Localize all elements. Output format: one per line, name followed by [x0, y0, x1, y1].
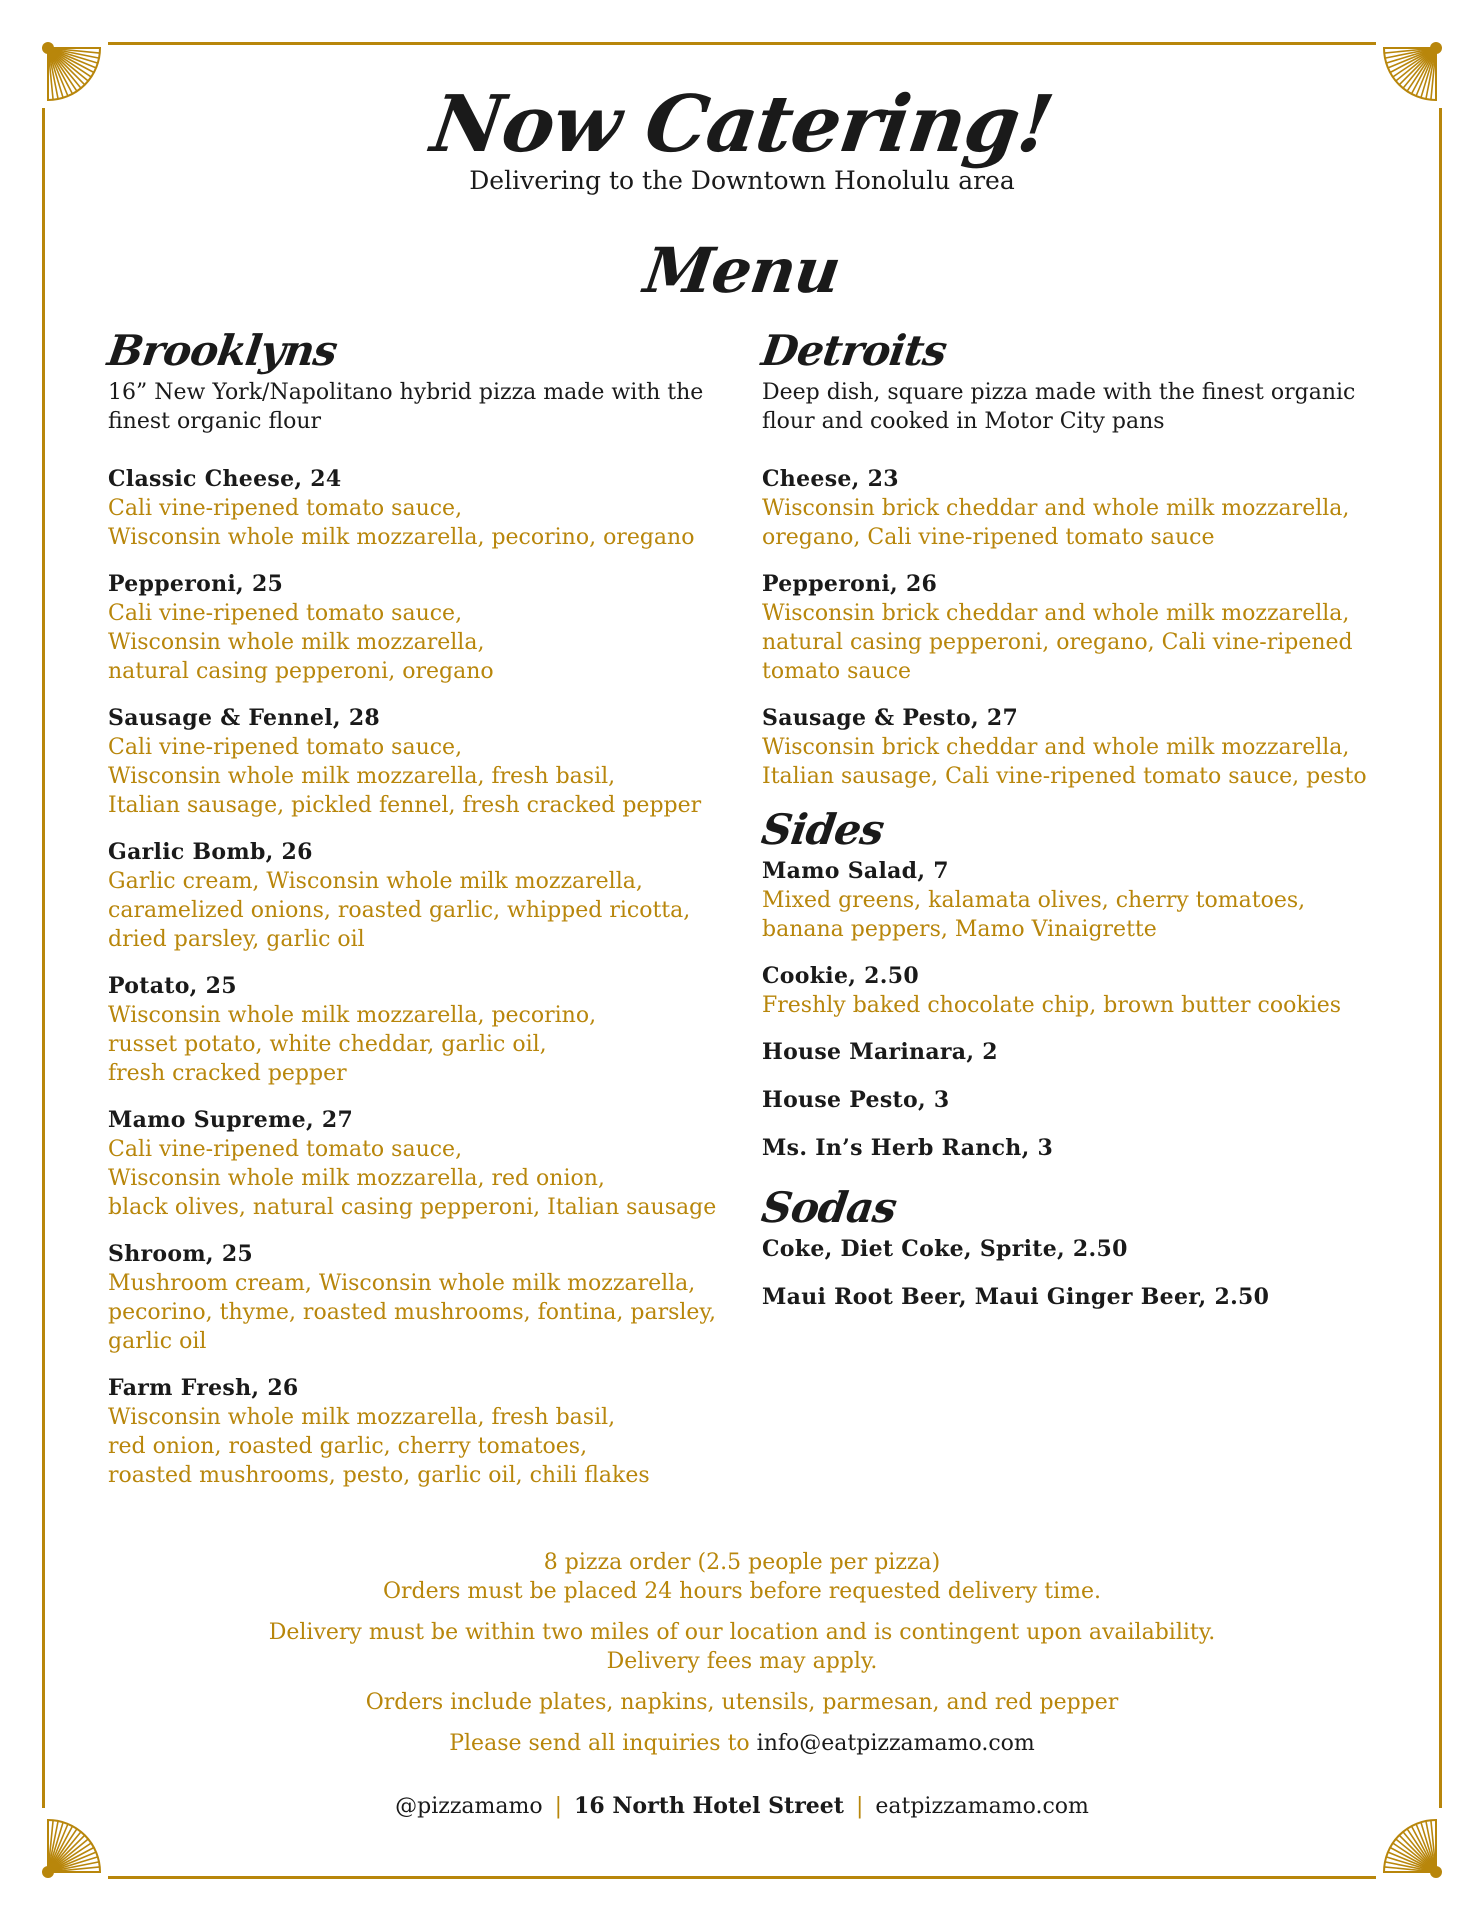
- menu-item: [108, 838, 748, 954]
- menu-item-description: natural casing pepperoni, oregano, Cali vine-ripened: [762, 630, 1353, 655]
- menu-item-description: Cali vine-ripened tomato sauce,: [108, 496, 463, 521]
- sides-item-list: [762, 857, 1382, 1163]
- menu-item-description: black olives, natural casing pepperoni, Italian sausage: [108, 1195, 717, 1220]
- separator: |: [554, 1794, 563, 1819]
- note-line: Delivery must be within two miles of our location and is contingent upon availability.: [268, 1620, 1216, 1645]
- email-link[interactable]: info@eatpizzamamo.com: [756, 1731, 1035, 1756]
- menu-item-description: russet potato, white cheddar, garlic oil,: [108, 1032, 547, 1057]
- section-title-sodas: Sodas: [758, 1183, 900, 1232]
- menu-item-description: Garlic cream, Wisconsin whole milk mozzarella,: [108, 869, 643, 894]
- social-handle[interactable]: @pizzamamo: [395, 1794, 543, 1819]
- description-line: Deep dish, square pizza made with the finest organic: [762, 380, 1356, 405]
- section-title-brooklyns: Brooklyns: [104, 326, 340, 375]
- menu-item-description: Wisconsin whole milk mozzarella, pecorino,: [108, 1003, 597, 1028]
- border-bottom: [108, 1876, 1376, 1879]
- menu-item-description: Mushroom cream, Wisconsin whole milk mozzarella,: [108, 1271, 696, 1296]
- menu-item: [108, 1374, 748, 1490]
- menu-item: [762, 857, 1382, 944]
- menu-item-name: Cheese, 23: [762, 466, 899, 492]
- menu-item-description: garlic oil: [108, 1329, 207, 1354]
- menu-item-name: Garlic Bomb, 26: [108, 839, 313, 865]
- menu-item: [762, 1235, 1382, 1264]
- sodas-item-list: [762, 1235, 1382, 1312]
- description-line: flour and cooked in Motor City pans: [762, 409, 1165, 434]
- menu-title: Menu: [639, 234, 845, 307]
- detroits-item-list: [762, 465, 1382, 791]
- menu-item-name: Mamo Supreme, 27: [108, 1107, 354, 1133]
- menu-item-description: Cali vine-ripened tomato sauce,: [108, 1137, 463, 1162]
- menu-item-name: Cookie, 2.50: [762, 963, 919, 989]
- menu-item-name: House Pesto, 3: [762, 1087, 950, 1113]
- menu-item: [108, 1106, 748, 1222]
- menu-item-description: Wisconsin whole milk mozzarella, red onion,: [108, 1166, 605, 1191]
- menu-item-description: oregano, Cali vine-ripened tomato sauce: [762, 525, 1215, 550]
- menu-item-description: Wisconsin brick cheddar and whole milk mozzarella,: [762, 735, 1350, 760]
- menu-item-name: Mamo Salad, 7: [762, 858, 949, 884]
- order-note: [0, 1618, 1484, 1676]
- note-line: Orders must be placed 24 hours before requested delivery time.: [382, 1579, 1102, 1604]
- menu-item-name: Coke, Diet Coke, Sprite, 2.50: [762, 1236, 1128, 1262]
- menu-item-description: natural casing pepperoni, oregano: [108, 659, 494, 684]
- brooklyns-column: [104, 326, 748, 1508]
- menu-item-description: roasted mushrooms, pesto, garlic oil, chili flakes: [108, 1463, 650, 1488]
- menu-item-description: Italian sausage, pickled fennel, fresh cracked pepper: [108, 793, 702, 818]
- menu-item-description: caramelized onions, roasted garlic, whipped ricotta,: [108, 898, 691, 923]
- menu-item-name: Pepperoni, 26: [762, 571, 938, 597]
- menu-item-description: tomato sauce: [762, 659, 912, 684]
- menu-item: [762, 1134, 1382, 1163]
- menu-item: [108, 972, 748, 1088]
- menu-item: [108, 704, 748, 820]
- menu-item-description: Wisconsin whole milk mozzarella,: [108, 630, 485, 655]
- menu-item: [108, 465, 748, 552]
- menu-item-description: Wisconsin brick cheddar and whole milk mozzarella,: [762, 601, 1350, 626]
- menu-item-name: House Marinara, 2: [762, 1039, 998, 1065]
- description-line: 16” New York/Napolitano hybrid pizza made with the: [108, 380, 704, 405]
- brooklyns-item-list: [108, 465, 748, 1490]
- menu-item-description: Cali vine-ripened tomato sauce,: [108, 601, 463, 626]
- fan-ornament-icon: [38, 1816, 104, 1882]
- menu-item-description: Freshly baked chocolate chip, brown butter cookies: [762, 993, 1342, 1018]
- order-note: [0, 1688, 1484, 1717]
- menu-item-name: Potato, 25: [108, 973, 237, 999]
- border-top: [108, 42, 1376, 45]
- menu-item-name: Shroom, 25: [108, 1241, 254, 1267]
- section-description-brooklyns: [108, 378, 748, 436]
- menu-item-name: Maui Root Beer, Maui Ginger Beer, 2.50: [762, 1284, 1270, 1310]
- website-link[interactable]: eatpizzamamo.com: [875, 1794, 1089, 1819]
- section-description-detroits: [762, 378, 1382, 436]
- section-title-sides: Sides: [758, 805, 887, 854]
- menu-item-description: dried parsley, garlic oil: [108, 927, 365, 952]
- menu-item-description: Wisconsin whole milk mozzarella, pecorino, oregano: [108, 525, 695, 550]
- menu-item-name: Ms. In’s Herb Ranch, 3: [762, 1135, 1054, 1161]
- description-line: finest organic flour: [108, 409, 322, 434]
- section-title-detroits: Detroits: [758, 326, 950, 375]
- menu-item-description: Wisconsin brick cheddar and whole milk mozzarella,: [762, 496, 1350, 521]
- menu-item-description: Italian sausage, Cali vine-ripened tomato sauce, pesto: [762, 764, 1367, 789]
- menu-item-description: red onion, roasted garlic, cherry tomatoes,: [108, 1434, 588, 1459]
- menu-item-description: Cali vine-ripened tomato sauce,: [108, 735, 463, 760]
- order-note: [0, 1729, 1484, 1758]
- page-title: Now Catering!: [426, 79, 1059, 170]
- menu-item: [762, 1283, 1382, 1312]
- menu-item-description: fresh cracked pepper: [108, 1061, 347, 1086]
- menu-item-name: Farm Fresh, 26: [108, 1375, 299, 1401]
- order-note: [0, 1548, 1484, 1606]
- menu-item-description: Mixed greens, kalamata olives, cherry tomatoes,: [762, 888, 1306, 913]
- menu-item: [108, 570, 748, 686]
- menu-item-description: Wisconsin whole milk mozzarella, fresh basil,: [108, 1405, 616, 1430]
- menu-item: [762, 1038, 1382, 1067]
- menu-item-name: Pepperoni, 25: [108, 571, 284, 597]
- fan-ornament-icon: [1380, 1816, 1446, 1882]
- right-column: [758, 326, 1382, 1331]
- menu-item-name: Sausage & Fennel, 28: [108, 705, 381, 731]
- note-line: 8 pizza order (2.5 people per pizza): [543, 1550, 941, 1575]
- inquiry-text: Please send all inquiries to: [449, 1731, 750, 1756]
- contact-bar: [0, 1793, 1484, 1819]
- menu-item-description: banana peppers, Mamo Vinaigrette: [762, 917, 1157, 942]
- separator: |: [855, 1794, 864, 1819]
- page-subtitle: Delivering to the Downtown Honolulu area: [469, 166, 1015, 195]
- menu-item: [762, 570, 1382, 686]
- note-line: Delivery fees may apply.: [606, 1649, 878, 1674]
- menu-item-name: Sausage & Pesto, 27: [762, 705, 1019, 731]
- menu-item: [762, 1086, 1382, 1115]
- address: 16 North Hotel Street: [574, 1793, 844, 1819]
- menu-item-name: Classic Cheese, 24: [108, 466, 342, 492]
- menu-item-description: Wisconsin whole milk mozzarella, fresh basil,: [108, 764, 616, 789]
- menu-item: [762, 465, 1382, 552]
- note-line: Orders include plates, napkins, utensils, parmesan, and red pepper: [365, 1690, 1119, 1715]
- order-notes: [0, 1548, 1484, 1770]
- menu-item-description: pecorino, thyme, roasted mushrooms, fontina, parsley,: [108, 1300, 716, 1325]
- menu-item: [108, 1240, 748, 1356]
- menu-item: [762, 704, 1382, 791]
- menu-item: [762, 962, 1382, 1020]
